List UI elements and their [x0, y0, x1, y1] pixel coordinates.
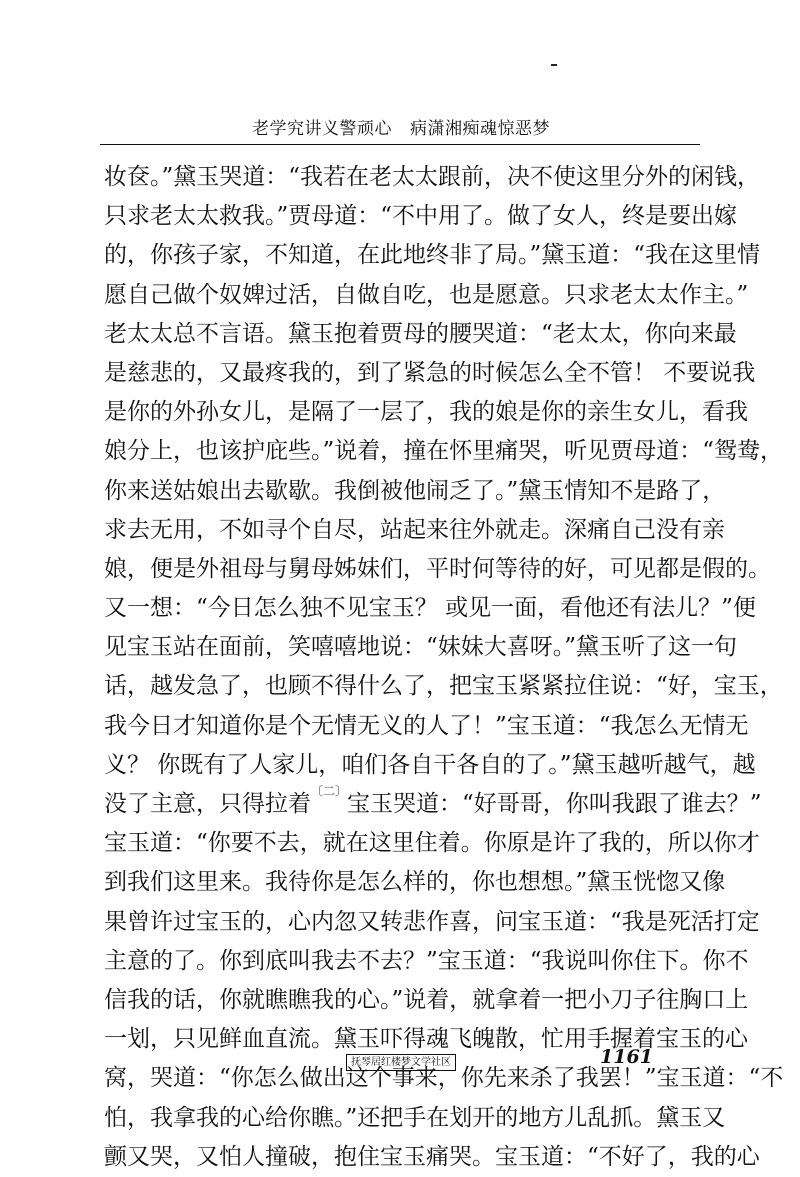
text-line: 一划，只见鲜血直流。黛玉吓得魂飞魄散，忙用手握着宝玉的心 — [104, 1026, 748, 1053]
scan-mark — [551, 64, 557, 66]
text-line: 到我们这里来。我待你是怎么样的，你也想想。”黛玉恍惚又像 — [104, 869, 726, 896]
text-line: 见宝玉站在面前，笑嘻嘻地说：“妹妹大喜呀。”黛玉听了这一句 — [104, 634, 738, 661]
text-line: 妆奁。”黛玉哭道：“我若在老太太跟前，决不使这里分外的闲钱， — [104, 164, 761, 190]
text-line: 娘分上，也该护庇些。”说着，撞在怀里痛哭，听见贾母道：“鸳鸯， — [104, 438, 784, 465]
text-line: 怕，我拿我的心给你瞧。”还把手在划开的地方儿乱抓。黛玉又 — [104, 1104, 726, 1131]
text-line: 果曾许过宝玉的，心内忽又转悲作喜，问宝玉道：“我是死活打定 — [104, 908, 760, 935]
text-line: 老太太总不言语。黛玉抱着贾母的腰哭道：“老太太，你向来最 — [104, 320, 737, 347]
page-number: 1161 — [600, 1046, 653, 1068]
text-line: 信我的话，你就瞧瞧我的心。”说着，就拿着一把小刀子往胸口上 — [104, 986, 749, 1013]
text-line: 义？ 你既有了人家儿，咱们各自干各自的了。”黛玉越听越气，越 — [104, 751, 756, 778]
text-line: 颤又哭，又怕人撞破，抱住宝玉痛哭。宝玉道：“不好了，我的心 — [104, 1143, 760, 1170]
text-line: 主意的了。你到底叫我去不去？”宝玉道：“我说叫你住下。你不 — [104, 947, 749, 974]
text-line: 我今日才知道你是个无情无义的人了！”宝玉道：“我怎么无情无 — [104, 712, 749, 739]
text-line — [104, 784, 762, 824]
text-line: 的，你孩子家，不知道，在此地终非了局。”黛玉道：“我在这里情 — [104, 242, 761, 269]
note-marker: 〔二〕 — [311, 784, 348, 798]
text-line: 是慈悲的，又最疼我的，到了紧急的时候怎么全不管！ 不要说我 — [104, 359, 756, 386]
text-line: 只求老太太救我。”贾母道：“不中用了。做了女人，终是要出嫁 — [104, 203, 738, 230]
text-line: 宝玉道：“你要不去，就在这里住着。你原是许了我的，所以你才 — [104, 830, 760, 857]
body-text — [104, 158, 784, 1177]
text-line: 窝，哭道：“你怎么做出这个事来，你先来杀了我罢！”宝玉道：“不 — [104, 1065, 784, 1092]
text-line: 又一想：“今日怎么独不见宝玉？ 或见一面，看他还有法儿？”便 — [104, 595, 756, 622]
footer-stamp: 抚琴居红楼梦文学社区 — [346, 1054, 456, 1071]
text-line: 是你的外孙女儿，是隔了一层了，我的娘是你的亲生女儿，看我 — [104, 399, 748, 426]
text-line: 愿自己做个奴婢过活，自做自吃，也是愿意。只求老太太作主。” — [104, 281, 749, 308]
text-segment: 宝玉哭道：“好哥哥，你叫我跟了谁去？” — [347, 791, 762, 817]
text-line: 求去无用，不如寻个自尽，站起来往外就走。深痛自己没有亲 — [104, 516, 725, 543]
text-line: 娘，便是外祖母与舅母姊妹们，平时何等待的好，可见都是假的。 — [104, 555, 771, 582]
text-line: 你来送姑娘出去歇歇。我倒被他闹乏了。”黛玉情知不是路了， — [104, 477, 726, 504]
running-head-left: 老学究讲义警顽心 — [252, 119, 392, 139]
text-line: 话，越发急了，也顾不得什么了，把宝玉紧紧拉住说：“好，宝玉， — [104, 673, 783, 700]
running-head — [252, 114, 550, 139]
text-segment: 没了主意，只得拉着 — [104, 791, 311, 817]
running-head-right: 病潇湘痴魂惊恶梦 — [410, 119, 550, 139]
header-rule — [100, 144, 700, 145]
